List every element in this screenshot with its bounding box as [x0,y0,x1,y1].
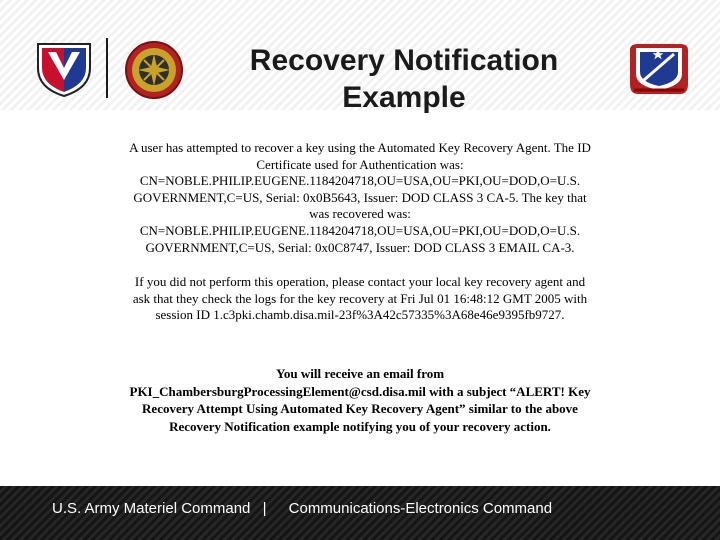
instruction-paragraph: If you did not perform this operation, please contact your local key recovery agent and ask that they check the logs for the key recovery at Fri Jul 01 16:48:12 GMT 2005 with session ID 1.c3pki.chamb.disa.mil-23f%3A42c57335%3A68e46e9395fb9727. [132,274,588,323]
amc-shield-logo [34,38,94,98]
email-notice-paragraph: You will receive an email from PKI_ChambersburgProcessingElement@csd.disa.mil with a subject “ALERT! Key Recovery Attempt Using Automated Key Recovery Agent” similar to the above Recovery Notification example notifying you of your recovery action. [129,366,591,434]
footer-separator: | [262,500,267,517]
cecom-insignia-logo [124,40,184,100]
slide-title [200,42,608,116]
notification-paragraph: A user has attempted to recover a key using the Automated Key Recovery Agent. The ID Certificate used for Authentication was: CN=NOBLE.PHILIP.EUGENE.1184204718,OU=USA,OU=PKI,OU=DOD,O=U.S. GOVERNMENT,C=US, Serial: 0x0B5643, Issuer: DOD CLASS 3 CA-5. The key that was recovered was: CN=NOBLE.PHILIP.EUGENE.1184204718,OU=USA,OU=PKI,OU=DOD,O=U.S. GOVERNMENT,C=US, Serial: 0x0C8747, Issuer: DOD CLASS 3 EMAIL CA-3. [129,140,591,255]
title-line-2: Example [342,81,466,114]
logo-divider [106,38,108,98]
footer-text [52,500,552,517]
footer-left-label: U.S. Army Materiel Command [52,500,251,517]
unit-crest-logo [628,40,690,98]
footer-right-label: Communications-Electronics Command [288,500,553,517]
title-line-1: Recovery Notification [249,44,559,77]
